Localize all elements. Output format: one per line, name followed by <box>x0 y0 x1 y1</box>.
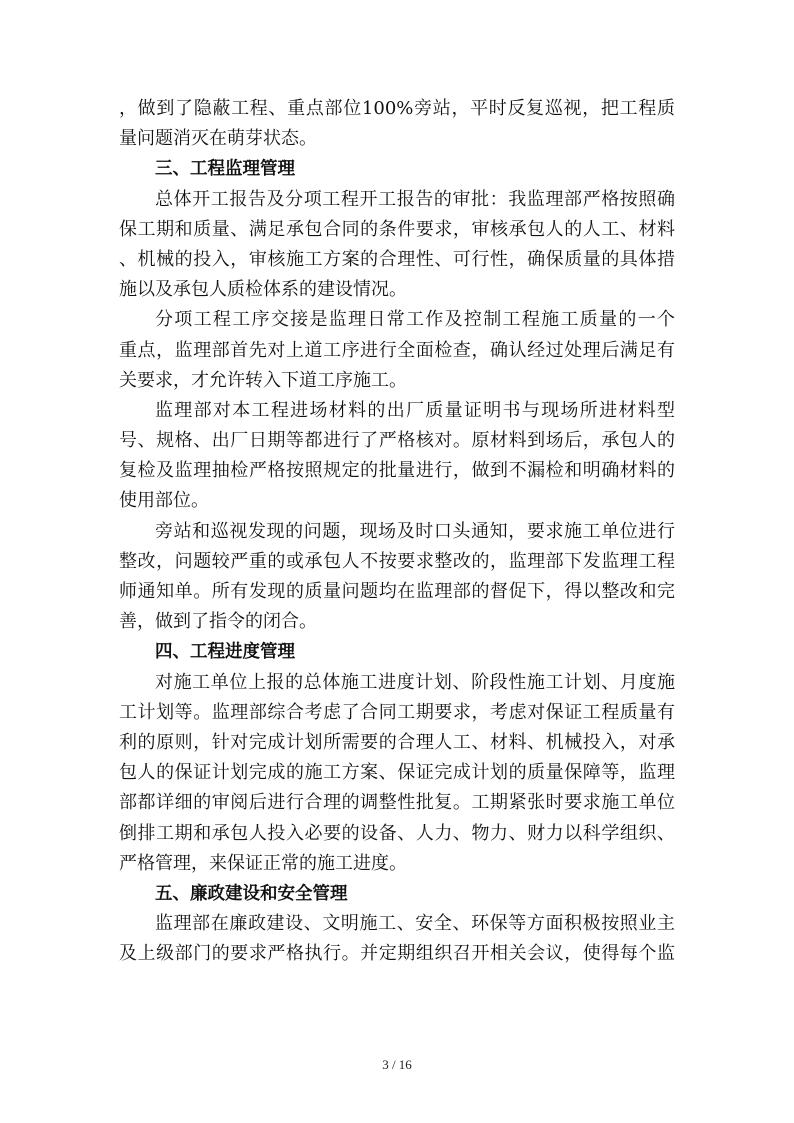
text-line: 部都详细的审阅后进行合理的调整性批复。工期紧张时要求施工单位 <box>119 792 675 814</box>
document-body <box>119 94 675 969</box>
text-line: 使用部位。 <box>119 490 209 512</box>
text-line: 善，做到了指令的闭合。 <box>119 611 317 633</box>
text-line: 监理部在廉政建设、文明施工、安全、环保等方面积极按照业主 <box>155 913 675 935</box>
text-line: 总体开工报告及分项工程开工报告的审批：我监理部严格按照确 <box>155 188 675 210</box>
page-number: 3 / 16 <box>382 1057 412 1072</box>
text-line: 保工期和质量、满足承包合同的条件要求，审核承包人的人工、材料 <box>119 218 675 240</box>
text-line: 号、规格、出厂日期等都进行了严格核对。原材料到场后，承包人的 <box>119 430 675 452</box>
section-heading: 三、工程监理管理 <box>155 159 295 180</box>
text-line: 施以及承包人质检体系的建设情况。 <box>119 279 407 301</box>
text-line: 工计划等。监理部综合考虑了合同工期要求，考虑对保证工程质量有 <box>119 701 675 723</box>
text-line: 复检及监理抽检严格按照规定的批量进行，做到不漏检和明确材料的 <box>119 460 675 482</box>
text-line: 师通知单。所有发现的质量问题均在监理部的督促下，得以整改和完 <box>119 581 675 602</box>
text-line: 旁站和巡视发现的问题，现场及时口头通知，要求施工单位进行 <box>155 520 675 542</box>
text-line: 、机械的投入，审核施工方案的合理性、可行性，确保质量的具体措 <box>119 248 675 270</box>
text-line: 关要求，才允许转入下道工序施工。 <box>119 369 407 391</box>
text-line: 及上级部门的要求严格执行。并定期组织召开相关会议，使得每个监 <box>119 943 675 965</box>
text-line: 包人的保证计划完成的施工方案、保证完成计划的质量保障等，监理 <box>119 762 675 784</box>
section-heading: 五、廉政建设和安全管理 <box>155 883 348 904</box>
text-line: 对施工单位上报的总体施工进度计划、阶段性施工计划、月度施 <box>155 671 675 693</box>
text-line: ，做到了隐蔽工程、重点部位100%旁站，平时反复巡视，把工程质 <box>119 98 675 119</box>
text-line: 严格管理，来保证正常的施工进度。 <box>119 852 407 874</box>
section-heading: 四、工程进度管理 <box>155 642 295 663</box>
text-line: 整改，问题较严重的或承包人不按要求整改的，监理部下发监理工程 <box>119 550 675 572</box>
text-line: 量问题消灭在萌芽状态。 <box>119 128 317 150</box>
text-line: 重点，监理部首先对上道工序进行全面检查，确认经过处理后满足有 <box>119 339 675 361</box>
text-line: 倒排工期和承包人投入必要的设备、人力、物力、财力以科学组织、 <box>119 822 675 844</box>
text-line: 分项工程工序交接是监理日常工作及控制工程施工质量的一个 <box>155 309 675 331</box>
text-line: 监理部对本工程进场材料的出厂质量证明书与现场所进材料型 <box>155 399 675 421</box>
text-line: 利的原则，针对完成计划所需要的合理人工、材料、机械投入，对承 <box>119 731 675 753</box>
